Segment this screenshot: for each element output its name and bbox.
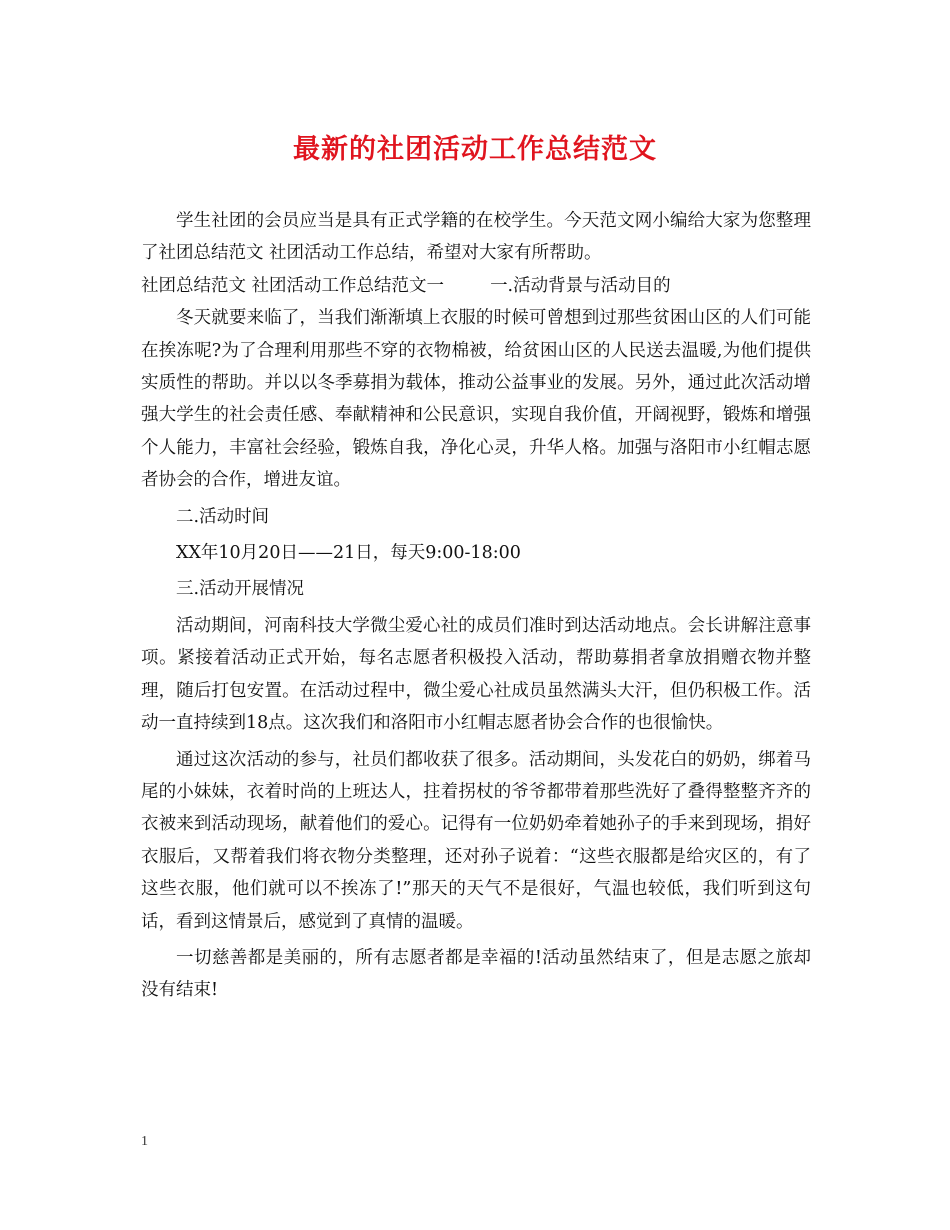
section3-paragraph-2: 通过这次活动的参与，社员们都收获了很多。活动期间，头发花白的奶奶，绑着马尾的小妹妹，衣着时尚的上班达人，拄着拐杖的爷爷都带着那些洗好了叠得整整齐齐的衣被来到活动现场，献着他们的爱心。记得有一位奶奶牵着她孙子的手来到现场，捐好衣服后，又帮着我们将衣物分类整理，还对孙子说着：“这些衣服都是给灾区的，有了这些衣服，他们就可以不挨冻了!”那天的天气不是很好，气温也较低，我们听到这句话，看到这情景后，感觉到了真情的温暖。: [141, 749, 811, 932]
section3-heading: 三.活动开展情况: [176, 579, 305, 600]
section3-paragraph-1: 活动期间，河南科技大学微尘爱心社的成员们准时到达活动地点。会长讲解注意事项。紧接着活动正式开始，每名志愿者积极投入活动，帮助募捐者拿放捐赠衣物并整理，随后打包安置。在活动过程中，微尘爱心社成员虽然满头大汗，但仍积极工作。活动一直持续到18点。这次我们和洛阳市小红帽志愿者协会合作的也很愉快。: [141, 615, 811, 734]
intro-paragraph: 学生社团的会员应当是具有正式学籍的在校学生。今天范文网小编给大家为您整理了社团总结范文 社团活动工作总结，希望对大家有所帮助。: [141, 211, 811, 264]
subtitle-line: [141, 270, 811, 302]
subtitle-left: 社团总结范文 社团活动工作总结范文一: [141, 275, 445, 296]
section2-content: XX年10月20日——21日，每天9:00-18:00: [176, 543, 521, 564]
document-body: [141, 205, 811, 1007]
section3-paragraph-3: 一切慈善都是美丽的，所有志愿者都是幸福的!活动虽然结束了，但是志愿之旅却没有结束!: [141, 947, 811, 1001]
page-number: 1: [141, 1134, 148, 1149]
subtitle-right: 一.活动背景与活动目的: [490, 275, 671, 296]
background-paragraph: 冬天就要来临了，当我们渐渐填上衣服的时候可曾想到过那些贫困山区的人们可能在挨冻呢?为了合理利用那些不穿的衣物棉被，给贫困山区的人民送去温暖,为他们提供实质性的帮助。并以以冬季募捐为载体，推动公益事业的发展。另外，通过此次活动增强大学生的社会责任感、奉献精神和公民意识，实现自我价值，开阔视野，锻炼和增强个人能力，丰富社会经验，锻炼自我，净化心灵，升华人格。加强与洛阳市小红帽志愿者协会的合作，增进友谊。: [141, 308, 811, 491]
section2-heading: 二.活动时间: [176, 506, 270, 527]
document-title: 最新的社团活动工作总结范文: [293, 134, 657, 165]
